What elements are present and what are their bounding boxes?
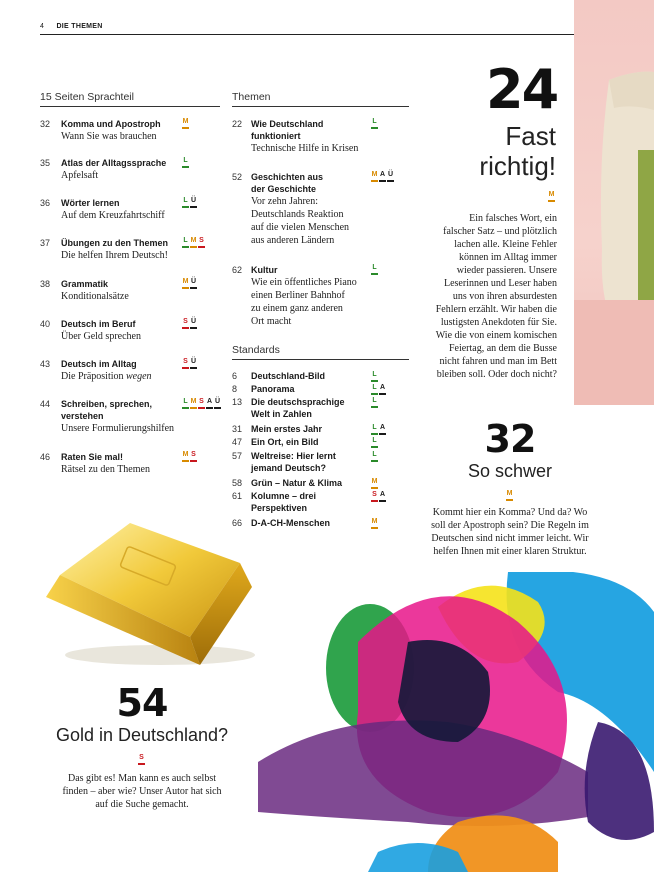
item-subtitle: Rätsel zu den Themen — [61, 464, 150, 475]
list-item[interactable] — [40, 318, 220, 348]
level-badge: L — [182, 197, 189, 208]
item-title: jemand Deutsch? — [251, 463, 327, 473]
item-title: funktioniert — [251, 131, 301, 141]
level-badge: Ü — [190, 318, 197, 329]
level-badges — [371, 518, 378, 529]
text-line: lachen alle. Kleine Fehler — [454, 239, 557, 250]
list-item[interactable] — [232, 491, 409, 515]
page-ref: 58 — [232, 478, 243, 488]
item-subtitle-text: Die Präposition — [61, 371, 126, 382]
level-badge: A — [379, 424, 386, 435]
list-item[interactable] — [232, 397, 409, 421]
item-title: der Geschichte — [251, 184, 317, 194]
level-badge: L — [371, 451, 378, 462]
header-divider — [40, 34, 654, 35]
list-item[interactable] — [232, 424, 409, 436]
item-title: Raten Sie mal! — [61, 452, 124, 462]
level-badges — [371, 424, 386, 435]
item-subtitle: Apfelsaft — [61, 170, 99, 181]
level-badges — [182, 157, 189, 168]
page-ref: 36 — [40, 198, 51, 208]
level-badge: M — [182, 278, 189, 289]
item-title: Weltreise: Hier lernt — [251, 451, 336, 461]
level-badge: Ü — [214, 398, 221, 409]
feature-32-text — [420, 506, 600, 558]
item-subtitle: zu einem ganz anderen — [251, 303, 343, 314]
list-item[interactable] — [232, 171, 409, 255]
item-title: D-A-CH-Menschen — [251, 518, 331, 528]
feature-24-title-line2: richtig! — [479, 151, 556, 181]
level-badge: S — [198, 398, 205, 409]
level-badges — [371, 371, 378, 382]
item-title: Deutsch im Alltag — [61, 359, 137, 369]
level-badge: L — [182, 398, 189, 409]
text-line: finden – aber wie? Unser Autor hat sich — [62, 786, 222, 797]
level-badge: L — [371, 397, 378, 408]
item-subtitle: Deutschlands Reaktion — [251, 209, 344, 220]
list-item[interactable] — [40, 197, 220, 227]
sofa-photo — [574, 0, 654, 405]
level-badge: M — [548, 191, 555, 202]
item-title: Deutsch im Beruf — [61, 319, 136, 329]
list-item[interactable] — [232, 371, 409, 383]
feature-24-level — [548, 191, 555, 202]
level-badge: Ü — [387, 171, 394, 182]
level-badges — [182, 318, 197, 329]
level-badge: L — [182, 157, 189, 168]
list-item[interactable] — [232, 451, 409, 475]
feature-54-text — [40, 772, 244, 811]
level-badge: A — [379, 384, 386, 395]
comma-illustration — [258, 572, 654, 872]
text-line: lustigsten Anekdoten für Sie. — [440, 317, 557, 328]
text-line: Leserinnen und Leser haben — [443, 278, 557, 289]
list-item[interactable] — [40, 118, 220, 148]
level-badge: A — [379, 491, 386, 502]
level-badge: L — [371, 264, 378, 275]
feature-54-number: 54 — [116, 681, 168, 725]
level-badges — [182, 451, 197, 462]
page-ref: 61 — [232, 491, 243, 501]
feature-32-title: So schwer — [467, 461, 553, 481]
level-badges — [182, 398, 221, 409]
page-ref: 44 — [40, 399, 51, 409]
level-badge: M — [371, 171, 378, 182]
item-subtitle: Wie ein öffentliches Piano — [251, 277, 357, 288]
text-line: können im Alltag immer — [458, 252, 557, 263]
level-badge: L — [371, 371, 378, 382]
item-subtitle: aus anderen Ländern — [251, 235, 335, 246]
list-item[interactable] — [232, 118, 409, 162]
page-ref: 35 — [40, 158, 51, 168]
item-subtitle: Auf dem Kreuzfahrtschiff — [61, 210, 165, 221]
text-line: Wie die von einem komischen — [435, 330, 557, 341]
list-item[interactable] — [40, 398, 220, 440]
item-title: Panorama — [251, 384, 295, 394]
page-ref: 31 — [232, 424, 243, 434]
feature-32-number: 32 — [484, 417, 536, 461]
level-badges — [371, 171, 394, 182]
page-ref: 46 — [40, 452, 51, 462]
page-ref: 13 — [232, 397, 243, 407]
item-title: Ein Ort, ein Bild — [251, 437, 319, 447]
page-ref: 8 — [232, 384, 238, 394]
item-subtitle — [61, 370, 152, 383]
page-ref: 37 — [40, 238, 51, 248]
level-badge: M — [506, 490, 513, 501]
level-badge: M — [190, 398, 197, 409]
standards-heading: Standards — [232, 344, 280, 356]
item-title: Grammatik — [61, 279, 109, 289]
text-line: Feiertag, an dem die Busse — [448, 343, 557, 354]
level-badges — [182, 118, 189, 129]
text-line: falscher Satz – und plötzlich — [443, 226, 557, 237]
level-badge: Ü — [190, 197, 197, 208]
level-badges — [371, 478, 378, 489]
level-badge: L — [182, 237, 189, 248]
level-badges — [182, 358, 197, 369]
level-badge: S — [182, 358, 189, 369]
item-title: Kolumne – drei — [251, 491, 317, 501]
level-badges — [371, 491, 386, 502]
level-badge: S — [190, 451, 197, 462]
item-title: Mein erstes Jahr — [251, 424, 323, 434]
item-title: Atlas der Alltagssprache — [61, 158, 167, 168]
item-subtitle: Vor zehn Jahren: — [251, 196, 319, 207]
list-item[interactable] — [40, 278, 220, 308]
item-title: Wie Deutschland — [251, 119, 324, 129]
level-badge: M — [371, 478, 378, 489]
page-ref: 47 — [232, 437, 243, 447]
page-ref: 43 — [40, 359, 51, 369]
themen-heading: Themen — [232, 91, 271, 103]
page-ref: 52 — [232, 172, 243, 182]
list-item[interactable] — [232, 384, 409, 396]
text-line: uns von ihren absurdesten — [452, 291, 557, 302]
text-line: bleiben soll. Oder doch nicht? — [436, 369, 557, 380]
list-item[interactable] — [232, 437, 409, 449]
text-line: Fehlern erzählt. Wir haben die — [435, 304, 557, 315]
page-ref: 38 — [40, 279, 51, 289]
level-badge: A — [379, 171, 386, 182]
level-badges — [371, 264, 378, 275]
page-number: 4 — [40, 23, 45, 30]
sprachteil-heading: 15 Seiten Sprachteil — [40, 91, 134, 103]
item-title: Deutschland-Bild — [251, 371, 326, 381]
level-badge: M — [182, 451, 189, 462]
level-badges — [371, 384, 386, 395]
level-badge: L — [371, 437, 378, 448]
page-ref: 6 — [232, 371, 238, 381]
text-line: Ein falsches Wort, ein — [469, 213, 557, 224]
item-title: Schreiben, sprechen, — [61, 399, 153, 409]
item-subtitle: Wann Sie was brauchen — [61, 131, 157, 142]
item-title: verstehen — [61, 411, 104, 421]
list-item[interactable] — [232, 478, 409, 490]
item-subtitle: auf die vielen Menschen — [251, 222, 350, 233]
text-line: Das gibt es! Man kann es auch selbst — [67, 773, 217, 784]
item-subtitle-emphasis: wegen — [126, 371, 152, 382]
level-badges — [371, 118, 378, 129]
level-badges — [182, 278, 197, 289]
item-title: Kultur — [251, 265, 278, 275]
item-title: Perspektiven — [251, 503, 308, 513]
level-badge: L — [371, 384, 378, 395]
sprachteil-rule — [40, 106, 220, 107]
standards-rule — [232, 359, 409, 360]
level-badge: L — [371, 118, 378, 129]
level-badges — [371, 451, 378, 462]
item-subtitle: Unsere Formulierungshilfen — [61, 423, 175, 434]
level-badge: S — [198, 237, 205, 248]
item-title: Welt in Zahlen — [251, 409, 312, 419]
level-badge: Ü — [190, 278, 197, 289]
text-line: Kommt hier ein Komma? Und da? Wo — [432, 507, 588, 518]
item-title: Grün – Natur & Klima — [251, 478, 343, 488]
level-badge: S — [182, 318, 189, 329]
page-ref: 57 — [232, 451, 243, 461]
page-header — [40, 23, 103, 30]
level-badges — [371, 437, 378, 448]
level-badges — [182, 197, 197, 208]
level-badge: Ü — [190, 358, 197, 369]
text-line: soll der Apostroph sein? Die Regeln im — [431, 520, 589, 531]
item-subtitle: Über Geld sprechen — [61, 331, 141, 342]
item-subtitle: Ort macht — [251, 316, 292, 327]
level-badges — [371, 397, 378, 408]
level-badge: S — [138, 754, 145, 765]
text-line: wieder passieren. Unsere — [456, 265, 557, 276]
item-title: Die deutschsprachige — [251, 397, 345, 407]
page-ref: 40 — [40, 319, 51, 329]
item-subtitle: einen Berliner Bahnhof — [251, 290, 345, 301]
page-ref: 32 — [40, 119, 51, 129]
themen-rule — [232, 106, 409, 107]
page-ref: 62 — [232, 265, 243, 275]
level-badges — [182, 237, 205, 248]
item-subtitle: Die helfen Ihrem Deutsch! — [61, 250, 168, 261]
text-line: auf die Suche gemacht. — [95, 799, 189, 810]
text-line: Deutschen sind nicht immer leicht. Wir — [431, 533, 589, 544]
list-item[interactable] — [40, 358, 220, 388]
list-item[interactable] — [40, 157, 220, 187]
text-line: helfen Ihnen mit einer klaren Struktur. — [433, 546, 587, 557]
level-badge: M — [371, 518, 378, 529]
list-item[interactable] — [40, 237, 220, 267]
item-subtitle: Technische Hilfe in Krisen — [251, 143, 359, 154]
feature-24-number: 24 — [486, 58, 558, 121]
item-subtitle: Konditionalsätze — [61, 291, 129, 302]
page-ref: 22 — [232, 119, 243, 129]
feature-32-level — [506, 490, 513, 501]
section-title: DIE THEMEN — [56, 23, 103, 30]
level-badge: L — [371, 424, 378, 435]
feature-24-title-line1: Fast — [505, 121, 556, 151]
gold-bar-image — [40, 515, 260, 675]
level-badge: A — [206, 398, 213, 409]
page-ref: 66 — [232, 518, 243, 528]
feature-24-text — [420, 212, 557, 381]
level-badge: S — [371, 491, 378, 502]
item-title: Wörter lernen — [61, 198, 120, 208]
level-badge: M — [190, 237, 197, 248]
list-item[interactable] — [40, 451, 220, 481]
list-item[interactable] — [232, 264, 409, 330]
level-badge: M — [182, 118, 189, 129]
text-line: nicht fahren und man im Bett — [439, 356, 557, 367]
feature-54-title: Gold in Deutschland? — [55, 725, 229, 745]
item-title: Komma und Apostroph — [61, 119, 161, 129]
item-title: Übungen zu den Themen — [61, 238, 168, 248]
item-title: Geschichten aus — [251, 172, 324, 182]
feature-54-level — [138, 754, 145, 765]
